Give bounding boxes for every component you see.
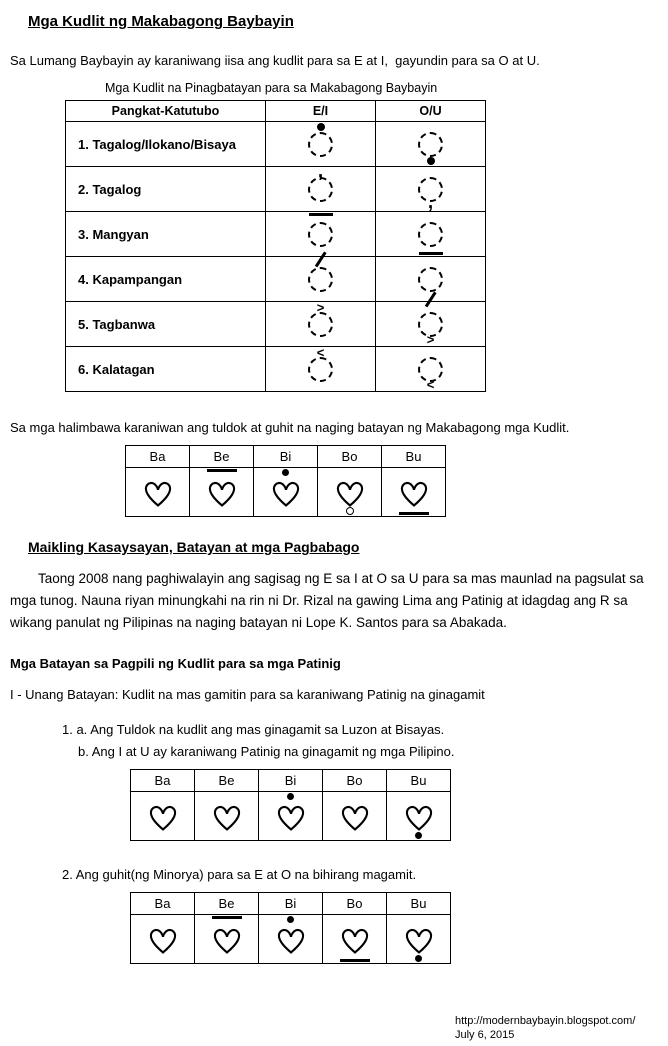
mark-position-above [266,345,375,360]
list-item-2: 2. Ang guhit(ng Minorya) para sa E at O na bihirang magamit. [62,867,417,882]
kudlit-comma-mark-icon: , [427,192,434,213]
kudlit-mark-cell [266,257,376,302]
mark-position-below [376,192,485,213]
kudlit-comma-mark-icon: , [317,161,324,182]
mark-position-below [376,157,485,165]
syllable-glyph-cell [259,792,323,841]
ethnic-group-label: 5. Tagbanwa [66,302,266,347]
ethnic-group-label: 4. Kapampangan [66,257,266,302]
kudlit-table-header: Pangkat-Katutubo [66,101,266,122]
syllable-header-row [131,770,451,792]
baybayin-letter-placeholder-circle [308,132,333,157]
mark-position-above [254,469,317,476]
kudlit-table-row [66,122,486,167]
kudlit-dot-mark-icon [415,955,422,962]
kudlit-chevron-left-mark-icon: < [426,377,435,392]
kudlit-mark-cell [376,212,486,257]
kudlit-mark-cell [266,347,376,392]
mark-position-below [382,512,445,515]
footer-date: July 6, 2015 [455,1029,515,1041]
baybayin-ba-glyph [269,477,303,508]
list-item-1b: b. Ang I at U ay karaniwang Patinig na ginagamit ng mga Pilipino. [78,744,455,759]
mark-position-below [387,832,450,839]
baybayin-ba-glyph [210,924,244,955]
mark-position-above [266,258,375,261]
ethnic-group-label: 1. Tagalog/Ilokano/Bisaya [66,122,266,167]
baybayin-letter-placeholder-circle [418,132,443,157]
kudlit-mark-cell [266,122,376,167]
page-title: Mga Kudlit ng Makabagong Baybayin [28,13,294,30]
syllable-header: Bu [387,770,451,792]
baybayin-ba-glyph [210,801,244,832]
mark-position-below [376,332,485,347]
baybayin-letter-placeholder-circle [308,357,333,382]
ethnic-group-label: 3. Mangyan [66,212,266,257]
kudlit-line-mark-icon [419,252,443,255]
baybayin-letter-placeholder-circle [308,267,333,292]
mark-position-above [266,161,375,182]
kudlit-comparison-table [65,100,486,392]
kudlit-mark-cell [266,212,376,257]
baybayin-ba-glyph [333,477,367,508]
mark-position-below [318,507,381,515]
footer [455,1014,635,1042]
kudlit-mark-cell [266,302,376,347]
intro-paragraph: Sa Lumang Baybayin ay karaniwang iisa ang kudlit para sa E at I, gayundin para sa O at U. [10,53,540,68]
kudlit-mark-cell [376,122,486,167]
mark-position-above [190,469,253,472]
syllable-glyph-row [131,915,451,964]
baybayin-ba-glyph [274,801,308,832]
mark-position-above [195,916,258,919]
syllable-header: Ba [131,893,195,915]
syllable-header-row [126,446,446,468]
kudlit-dot-mark-icon [282,469,289,476]
baybayin-ba-glyph [141,477,175,508]
mark-position-below [376,252,485,255]
kudlit-mark-cell [376,257,486,302]
baybayin-letter-placeholder-circle [418,267,443,292]
syllable-glyph-cell [195,915,259,964]
syllable-header: Bu [387,893,451,915]
baybayin-letter-placeholder-circle [308,312,333,337]
guhit-usage-table [130,892,451,964]
tuldok-usage-table [130,769,451,841]
kudlit-table-row [66,167,486,212]
kudlit-table-header-row [66,101,486,122]
baybayin-ba-glyph [338,801,372,832]
syllable-header: Bi [254,446,318,468]
baybayin-ba-glyph [397,477,431,508]
kudlit-line-mark-icon [212,916,242,919]
kudlit-mark-cell [376,302,486,347]
baybayin-ba-glyph [402,801,436,832]
list-item-1a: 1. a. Ang Tuldok na kudlit ang mas ginagamit sa Luzon at Bisayas. [62,722,445,737]
kudlit-dot-mark-icon [287,793,294,800]
kudlit-dot-mark-icon [427,157,435,165]
mark-position-above [259,916,322,923]
syllable-header: Bo [323,770,387,792]
mark-position-below [376,377,485,392]
syllable-header: Bo [318,446,382,468]
syllable-glyph-cell [131,915,195,964]
syllable-header: Bu [382,446,446,468]
kudlit-dot-mark-icon [317,123,325,131]
baybayin-ba-glyph [274,924,308,955]
mark-position-below [387,955,450,962]
syllable-header: Be [195,893,259,915]
history-heading: Maikling Kasaysayan, Batayan at mga Pagbabago [28,539,360,555]
syllable-glyph-cell [259,915,323,964]
syllable-header: Bo [323,893,387,915]
syllable-glyph-cell [318,468,382,517]
example-note: Sa mga halimbawa karaniwan ang tuldok at guhit na naging batayan ng Makabagong mga Kudlit. [10,420,570,435]
syllable-glyph-cell [323,792,387,841]
baybayin-ba-glyph [146,924,180,955]
baybayin-ba-glyph [146,801,180,832]
kudlit-chevron-right-mark-icon: > [426,332,435,347]
criteria-heading: Mga Batayan sa Pagpili ng Kudlit para sa mga Patinig [10,656,341,671]
kudlit-chevron-right-mark-icon: > [316,300,325,315]
criteria-intro: I - Unang Batayan: Kudlit na mas gamitin para sa karaniwang Patinig na ginagamit [10,687,485,702]
baybayin-ba-glyph [402,924,436,955]
kudlit-table-row [66,347,486,392]
syllable-header: Ba [126,446,190,468]
kudlit-dot-mark-icon [415,832,422,839]
kudlit-dot-mark-icon [287,916,294,923]
kudlit-line-mark-icon [399,512,429,515]
syllable-glyph-cell [254,468,318,517]
syllable-glyph-cell [190,468,254,517]
kudlit-table-header: E/I [266,101,376,122]
syllable-header: Be [190,446,254,468]
footer-url: http://modernbaybayin.blogspot.com/ [455,1015,636,1027]
syllable-header: Be [195,770,259,792]
syllable-glyph-row [131,792,451,841]
kudlit-circle-mark-icon [346,507,354,515]
mark-position-above [259,793,322,800]
kudlit-mark-cell [266,161,376,212]
syllable-header: Ba [131,770,195,792]
ethnic-group-label: 6. Kalatagan [66,347,266,392]
kudlit-table-row [66,302,486,347]
mark-position-above [266,300,375,315]
kudlit-line-mark-icon [309,213,333,216]
syllable-glyph-cell [195,792,259,841]
baybayin-letter-placeholder-circle [418,222,443,247]
baybayin-ba-glyph [205,477,239,508]
kudlit-table-row [66,257,486,302]
mark-position-above [266,123,375,131]
ethnic-group-label: 2. Tagalog [66,167,266,212]
mark-position-below [376,298,485,301]
syllable-header: Bi [259,770,323,792]
syllable-glyph-cell [382,468,446,517]
mark-position-below [323,959,386,962]
mark-position-above [266,213,375,216]
syllable-header: Bi [259,893,323,915]
kudlit-mark-cell [376,347,486,392]
syllable-glyph-cell [126,468,190,517]
baybayin-letter-placeholder-circle [308,222,333,247]
baybayin-ba-glyph [338,924,372,955]
kudlit-table-caption: Mga Kudlit na Pinagbatayan para sa Makabagong Baybayin [105,81,438,95]
kudlit-mark-cell [376,167,486,212]
kudlit-chevron-left-mark-icon: < [316,345,325,360]
syllable-glyph-cell [387,792,451,841]
syllable-glyph-row [126,468,446,517]
example-syllable-table [125,445,446,517]
syllable-header-row [131,893,451,915]
syllable-glyph-cell [131,792,195,841]
kudlit-table-header: O/U [376,101,486,122]
kudlit-line-mark-icon [340,959,370,962]
syllable-glyph-cell [387,915,451,964]
history-paragraph: Taong 2008 nang paghiwalayin ang sagisag ng E sa I at O sa U para sa mas maunlad na pagsulat sa mga tunog. Nauna riyan minungkahi na rin ni Dr. Rizal na gawing Lima ang Patinig at idagdag ang R sa wikang panulat ng Pilipinas na naging batayan ni Lope K. Santos para sa Abakada. [10,571,644,630]
kudlit-table-row [66,212,486,257]
syllable-glyph-cell [323,915,387,964]
kudlit-line-mark-icon [207,469,237,472]
